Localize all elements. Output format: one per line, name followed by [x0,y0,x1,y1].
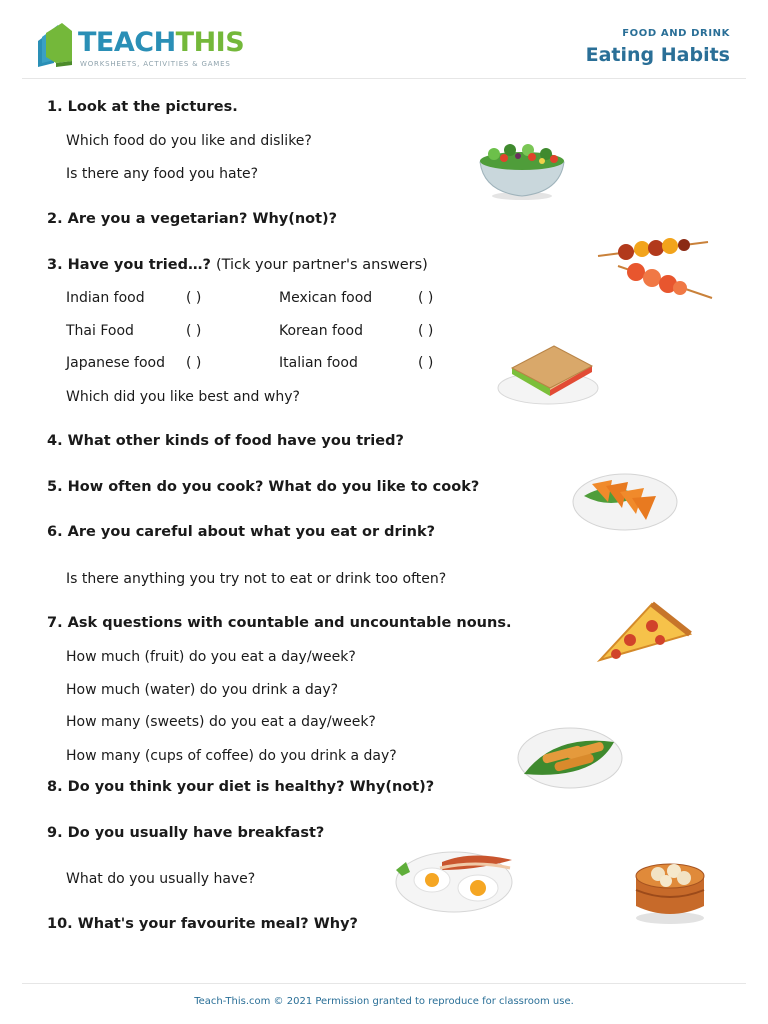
tick-box[interactable]: ( ) [186,355,202,371]
q7-sub-2: How much (water) do you drink a day? [66,682,339,698]
worksheet-category: FOOD AND DRINK [622,28,730,39]
question-5: 5. How often do you cook? What do you like to cook? [47,479,480,495]
breakfast-plate-icon [392,840,516,916]
food-option-mexican: Mexican food [279,290,373,306]
question-8: 8. Do you think your diet is healthy? Why(not)? [47,779,435,795]
tick-box[interactable]: ( ) [186,290,202,306]
question-10: 10. What's your favourite meal? Why? [47,916,358,932]
question-7: 7. Ask questions with countable and uncountable nouns. [47,615,512,631]
food-option-thai: Thai Food [66,323,134,339]
q3-follow-up: Which did you like best and why? [66,389,300,405]
question-9: 9. Do you usually have breakfast? [47,825,325,841]
page-header [22,18,746,79]
tick-box[interactable]: ( ) [418,355,434,371]
skewers-icon [596,234,718,306]
question-4: 4. What other kinds of food have you tried? [47,433,404,449]
q7-sub-1: How much (fruit) do you eat a day/week? [66,649,356,665]
q7-sub-4: How many (cups of coffee) do you drink a day? [66,748,397,764]
q1-sub-2: Is there any food you hate? [66,166,259,182]
food-option-italian: Italian food [279,355,358,371]
question-6: 6. Are you careful about what you eat or drink? [47,524,436,540]
spring-rolls-icon [514,722,626,792]
salad-bowl-icon [470,134,574,202]
question-1: 1. Look at the pictures. [47,99,238,115]
question-2: 2. Are you a vegetarian? Why(not)? [47,211,338,227]
samosas-icon [570,466,680,536]
footer-divider [22,983,746,984]
food-option-indian: Indian food [66,290,145,306]
copyright-footer: Teach-This.com © 2021 Permission granted to reproduce for classroom use. [194,996,574,1007]
food-option-japanese: Japanese food [66,355,165,371]
tick-box[interactable]: ( ) [186,323,202,339]
q6-sub-1: Is there anything you try not to eat or drink too often? [66,571,447,587]
tick-box[interactable]: ( ) [418,290,434,306]
tick-box[interactable]: ( ) [418,323,434,339]
q7-sub-3: How many (sweets) do you eat a day/week? [66,714,376,730]
teach-this-logo [36,23,245,71]
q9-sub-1: What do you usually have? [66,871,256,887]
brand-tagline: WORKSHEETS, ACTIVITIES & GAMES [80,60,231,68]
brand-name: TEACHTHIS [78,27,245,58]
dumpling-basket-icon [630,854,710,926]
worksheet-title: Eating Habits [585,44,730,66]
book-icon [36,23,76,67]
q1-sub-1: Which food do you like and dislike? [66,133,312,149]
sandwich-icon [494,344,606,408]
pizza-slice-icon [594,600,694,664]
food-option-korean: Korean food [279,323,363,339]
question-3: 3. Have you tried…? (Tick your partner's answers) [47,257,428,273]
